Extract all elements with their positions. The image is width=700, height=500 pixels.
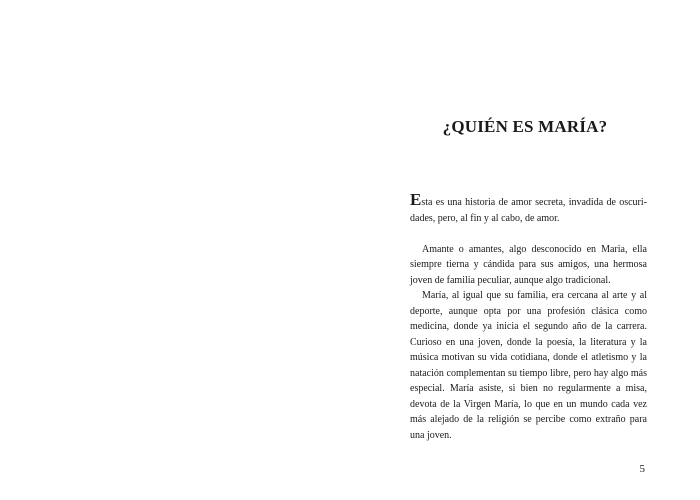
page-number: 5 [639, 463, 645, 475]
chapter-title: ¿QUIÉN ES MARÍA? [442, 117, 608, 136]
paragraph-3: María, al igual que su familia, era cercana al arte y al deporte, aunque opta por una profesión clásica como medicina, donde ya inicia el segundo año de la carrera. Curioso en una joven, donde la poesía, la literatura y la música motivan su vida cotidiana, donde el atletismo y la natación complementan su tiempo libre, pero hay algo más especial. María asiste, si bien no regularmente a misa, devota de la Virgen María, lo que en un mundo cada vez más alejado de la religión se percibe como extraño para una joven. [410, 290, 647, 441]
chapter-body [410, 190, 647, 443]
opening-paragraph [410, 190, 647, 226]
drop-cap: E [410, 190, 422, 209]
opening-paragraph-text: sta es una historia de amor secreta, invadida de oscuridades, pero, al fin y al cabo, de amor. [410, 197, 647, 224]
paragraph-2: Amante o amantes, algo desconocido en Maria, ella siempre tierna y cándida para sus amigos, una hermosa joven de familia peculiar, aunque algo tradicional. [410, 243, 647, 286]
